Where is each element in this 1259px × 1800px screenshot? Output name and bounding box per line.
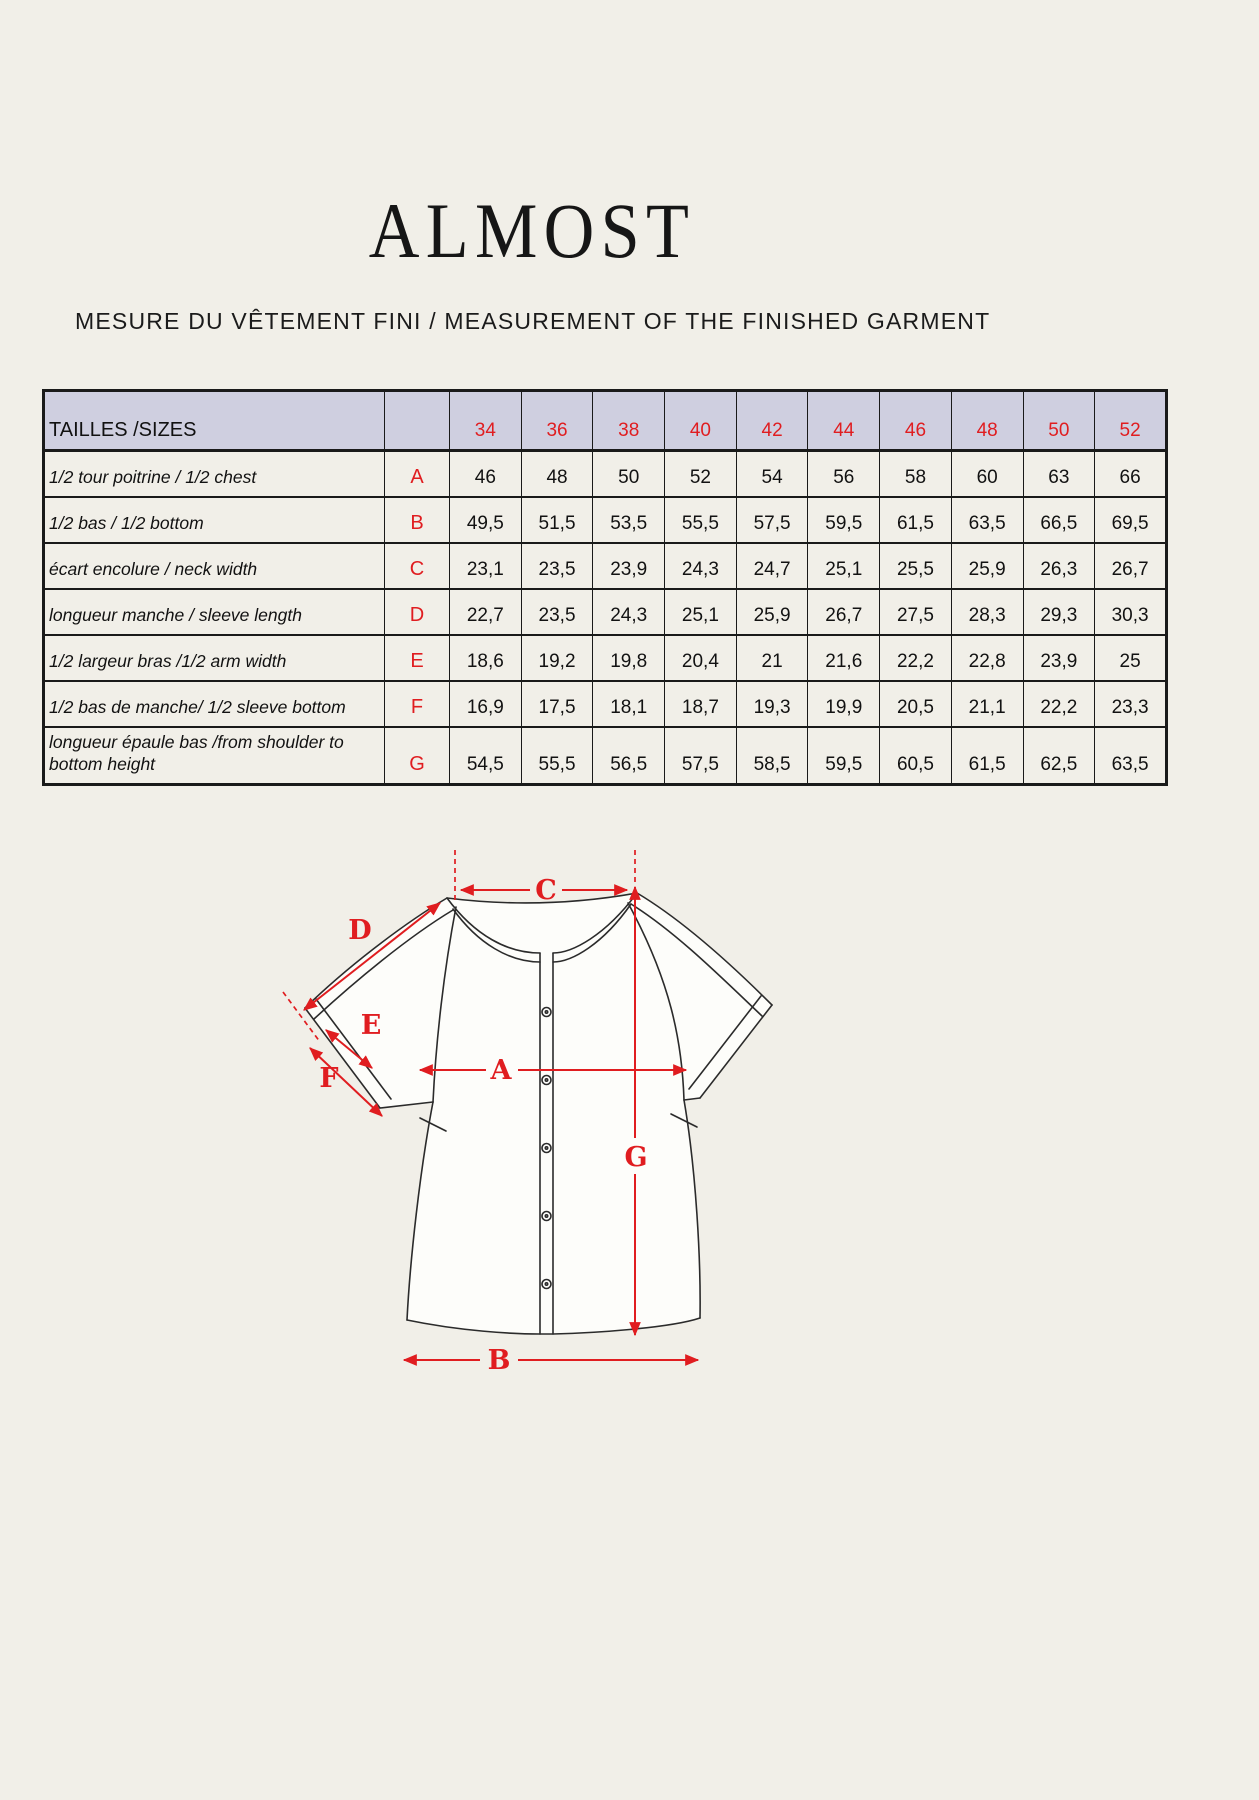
measurement-value: 66 bbox=[1095, 451, 1167, 497]
measurement-value: 66,5 bbox=[1023, 497, 1095, 543]
size-column-header: 44 bbox=[808, 391, 880, 451]
measurement-value: 56 bbox=[808, 451, 880, 497]
measurement-value: 52 bbox=[665, 451, 737, 497]
measurement-value: 25,1 bbox=[808, 543, 880, 589]
table-header-empty bbox=[385, 391, 450, 451]
measurement-value: 18,6 bbox=[450, 635, 522, 681]
measurement-value: 20,5 bbox=[880, 681, 952, 727]
row-label: longueur épaule bas /from shoulder to bottom height bbox=[44, 727, 385, 785]
measurement-value: 23,9 bbox=[593, 543, 665, 589]
measurement-value: 18,7 bbox=[665, 681, 737, 727]
measurement-table-wrap bbox=[42, 389, 1168, 786]
measurement-value: 26,7 bbox=[1095, 543, 1167, 589]
measurement-value: 54 bbox=[736, 451, 808, 497]
measurement-value: 59,5 bbox=[808, 497, 880, 543]
size-column-header: 46 bbox=[880, 391, 952, 451]
row-letter: D bbox=[385, 589, 450, 635]
table-row bbox=[44, 635, 1167, 681]
measurement-value: 23,5 bbox=[521, 589, 593, 635]
measurement-value: 22,7 bbox=[450, 589, 522, 635]
measurement-value: 48 bbox=[521, 451, 593, 497]
measurement-value: 50 bbox=[593, 451, 665, 497]
measurement-value: 24,3 bbox=[665, 543, 737, 589]
measurement-value: 25,9 bbox=[736, 589, 808, 635]
size-table-body bbox=[44, 451, 1167, 785]
measurement-value: 54,5 bbox=[450, 727, 522, 785]
measurement-value: 25,9 bbox=[951, 543, 1023, 589]
measurement-value: 55,5 bbox=[521, 727, 593, 785]
measurement-value: 19,2 bbox=[521, 635, 593, 681]
measurement-value: 53,5 bbox=[593, 497, 665, 543]
measurement-value: 23,9 bbox=[1023, 635, 1095, 681]
measurement-value: 60 bbox=[951, 451, 1023, 497]
size-table-head bbox=[44, 391, 1167, 451]
row-label: écart encolure / neck width bbox=[44, 543, 385, 589]
measurement-value: 24,7 bbox=[736, 543, 808, 589]
measurement-value: 23,3 bbox=[1095, 681, 1167, 727]
size-column-header: 38 bbox=[593, 391, 665, 451]
measurement-value: 63 bbox=[1023, 451, 1095, 497]
measurement-value: 57,5 bbox=[736, 497, 808, 543]
measurement-value: 26,3 bbox=[1023, 543, 1095, 589]
measurement-value: 20,4 bbox=[665, 635, 737, 681]
measurement-value: 23,1 bbox=[450, 543, 522, 589]
measurement-value: 56,5 bbox=[593, 727, 665, 785]
row-letter: G bbox=[385, 727, 450, 785]
table-row bbox=[44, 681, 1167, 727]
measurement-value: 27,5 bbox=[880, 589, 952, 635]
measurement-value: 49,5 bbox=[450, 497, 522, 543]
row-label: 1/2 tour poitrine / 1/2 chest bbox=[44, 451, 385, 497]
measurement-value: 58 bbox=[880, 451, 952, 497]
measurement-value: 25 bbox=[1095, 635, 1167, 681]
measure-label-e: E bbox=[360, 1010, 382, 1041]
size-column-header: 50 bbox=[1023, 391, 1095, 451]
measurement-value: 22,2 bbox=[1023, 681, 1095, 727]
measurement-value: 63,5 bbox=[1095, 727, 1167, 785]
measure-label-a: A bbox=[490, 1055, 512, 1086]
row-label: 1/2 bas de manche/ 1/2 sleeve bottom bbox=[44, 681, 385, 727]
measurement-value: 23,5 bbox=[521, 543, 593, 589]
row-letter: C bbox=[385, 543, 450, 589]
row-letter: E bbox=[385, 635, 450, 681]
measurement-value: 21,1 bbox=[951, 681, 1023, 727]
page-subtitle: MESURE DU VÊTEMENT FINI / MEASUREMENT OF THE FINISHED GARMENT bbox=[75, 308, 991, 334]
measurement-value: 58,5 bbox=[736, 727, 808, 785]
size-column-header: 42 bbox=[736, 391, 808, 451]
measurement-value: 28,3 bbox=[951, 589, 1023, 635]
measurement-value: 21,6 bbox=[808, 635, 880, 681]
measurement-value: 16,9 bbox=[450, 681, 522, 727]
row-letter: F bbox=[385, 681, 450, 727]
row-letter: A bbox=[385, 451, 450, 497]
measurement-value: 62,5 bbox=[1023, 727, 1095, 785]
measurement-value: 19,3 bbox=[736, 681, 808, 727]
row-label: longueur manche / sleeve length bbox=[44, 589, 385, 635]
measurement-value: 57,5 bbox=[665, 727, 737, 785]
measurement-value: 69,5 bbox=[1095, 497, 1167, 543]
measurement-value: 22,8 bbox=[951, 635, 1023, 681]
size-table bbox=[42, 389, 1168, 786]
measurement-value: 25,1 bbox=[665, 589, 737, 635]
measurement-value: 29,3 bbox=[1023, 589, 1095, 635]
size-column-header: 34 bbox=[450, 391, 522, 451]
row-letter: B bbox=[385, 497, 450, 543]
measurement-value: 30,3 bbox=[1095, 589, 1167, 635]
table-header-row bbox=[44, 391, 1167, 451]
size-column-header: 40 bbox=[665, 391, 737, 451]
measure-label-b: B bbox=[487, 1345, 511, 1376]
table-row bbox=[44, 589, 1167, 635]
page-title: ALMOST bbox=[368, 187, 696, 274]
measurement-value: 25,5 bbox=[880, 543, 952, 589]
table-row bbox=[44, 497, 1167, 543]
measurement-value: 22,2 bbox=[880, 635, 952, 681]
measurement-value: 63,5 bbox=[951, 497, 1023, 543]
measurement-value: 18,1 bbox=[593, 681, 665, 727]
measure-label-f: F bbox=[319, 1063, 339, 1094]
measurement-value: 24,3 bbox=[593, 589, 665, 635]
measurement-value: 51,5 bbox=[521, 497, 593, 543]
size-column-header: 36 bbox=[521, 391, 593, 451]
measurement-value: 46 bbox=[450, 451, 522, 497]
measure-label-g: G bbox=[624, 1142, 648, 1173]
measurement-value: 26,7 bbox=[808, 589, 880, 635]
measurement-value: 17,5 bbox=[521, 681, 593, 727]
row-label: 1/2 largeur bras /1/2 arm width bbox=[44, 635, 385, 681]
measurement-value: 19,8 bbox=[593, 635, 665, 681]
measurement-value: 61,5 bbox=[951, 727, 1023, 785]
row-label: 1/2 bas / 1/2 bottom bbox=[44, 497, 385, 543]
measurement-value: 55,5 bbox=[665, 497, 737, 543]
table-row bbox=[44, 727, 1167, 785]
size-column-header: 52 bbox=[1095, 391, 1167, 451]
measurement-value: 59,5 bbox=[808, 727, 880, 785]
garment-diagram bbox=[250, 840, 850, 1410]
measure-label-c: C bbox=[535, 875, 557, 906]
measurement-value: 60,5 bbox=[880, 727, 952, 785]
measurement-value: 19,9 bbox=[808, 681, 880, 727]
table-row bbox=[44, 451, 1167, 497]
measurement-value: 21 bbox=[736, 635, 808, 681]
size-column-header: 48 bbox=[951, 391, 1023, 451]
measurement-value: 61,5 bbox=[880, 497, 952, 543]
table-row bbox=[44, 543, 1167, 589]
table-header-label: TAILLES /SIZES bbox=[44, 391, 385, 451]
measure-label-d: D bbox=[348, 915, 372, 946]
